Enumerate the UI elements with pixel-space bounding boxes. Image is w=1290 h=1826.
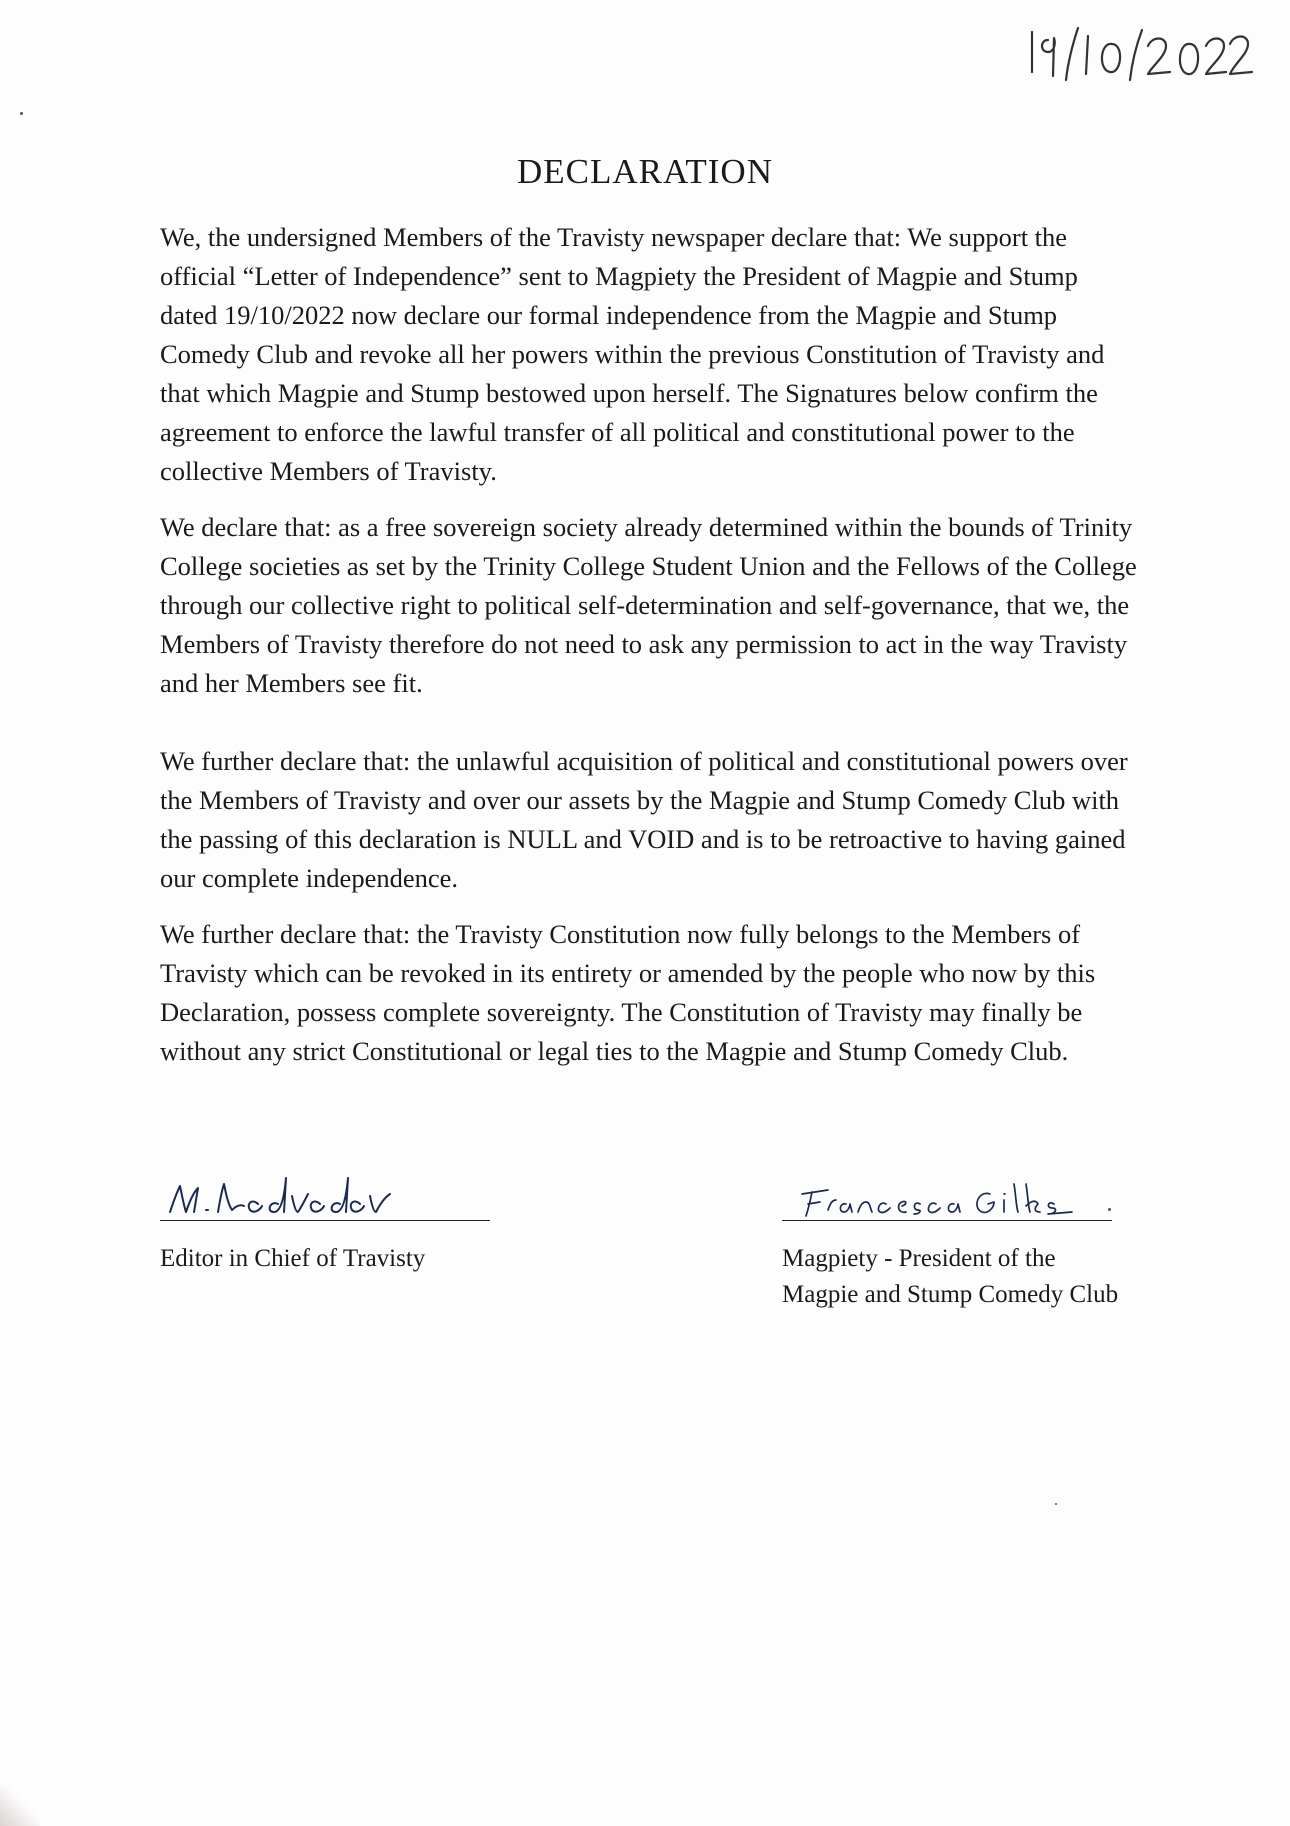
document-title: DECLARATION	[517, 152, 773, 191]
paragraph-4	[160, 915, 1138, 1071]
paragraph-text: We declare that: as a free sovereign society already determined within the bounds of Trinity College societies as set by the Trinity College Student Union and the Fellows of the College through our collective right to political self-determination and self-governance, that we, the Members of Travisty therefore do not need to ask any permission to act in the way Travisty and her Members see fit.	[160, 512, 1137, 698]
scan-speck	[1055, 1503, 1057, 1505]
signature-line	[782, 1220, 1112, 1221]
signatory-title: Editor in Chief of Travisty	[160, 1245, 426, 1272]
scan-corner-shadow	[0, 1786, 40, 1826]
paragraph-text: We, the undersigned Members of the Travisty newspaper declare that: We support the official “Letter of Independence” sent to Magpiety the President of Magpie and Stump dated 19/10/2022 now declare our formal independence from the Magpie and Stump Comedy Club and revoke all her powers within the previous Constitution of Travisty and that which Magpie and Stump bestowed upon herself. The Signatures below confirm the agreement to enforce the lawful transfer of all political and constitutional power to the collective Members of Travisty.	[160, 222, 1105, 486]
paragraph-text: We further declare that: the Travisty Constitution now fully belongs to the Members of Travisty which can be revoked in its entirety or amended by the people who now by this Declaration, possess complete sovereignty. The Constitution of Travisty may finally be without any strict Constitutional or legal ties to the Magpie and Stump Comedy Club.	[160, 919, 1096, 1066]
signature-block-president	[782, 1160, 1122, 1313]
paragraph-2	[160, 508, 1138, 703]
handwritten-date	[1020, 10, 1260, 90]
paragraph-1	[160, 218, 1138, 491]
signature-block-editor	[160, 1160, 490, 1277]
handwritten-signature	[782, 1160, 1112, 1220]
paragraph-3	[160, 742, 1138, 898]
handwritten-signature	[160, 1160, 490, 1220]
signatory-title: Magpiety - President of the Magpie and Stump Comedy Club	[782, 1245, 1119, 1308]
paragraph-text: We further declare that: the unlawful acquisition of political and constitutional powers over the Members of Travisty and over our assets by the Magpie and Stump Comedy Club with the passing of this declaration is NULL and VOID and is to be retroactive to having gained our complete independence.	[160, 746, 1128, 893]
scan-speck	[1108, 1208, 1111, 1211]
scan-speck	[20, 112, 23, 115]
signature-line	[160, 1220, 490, 1221]
